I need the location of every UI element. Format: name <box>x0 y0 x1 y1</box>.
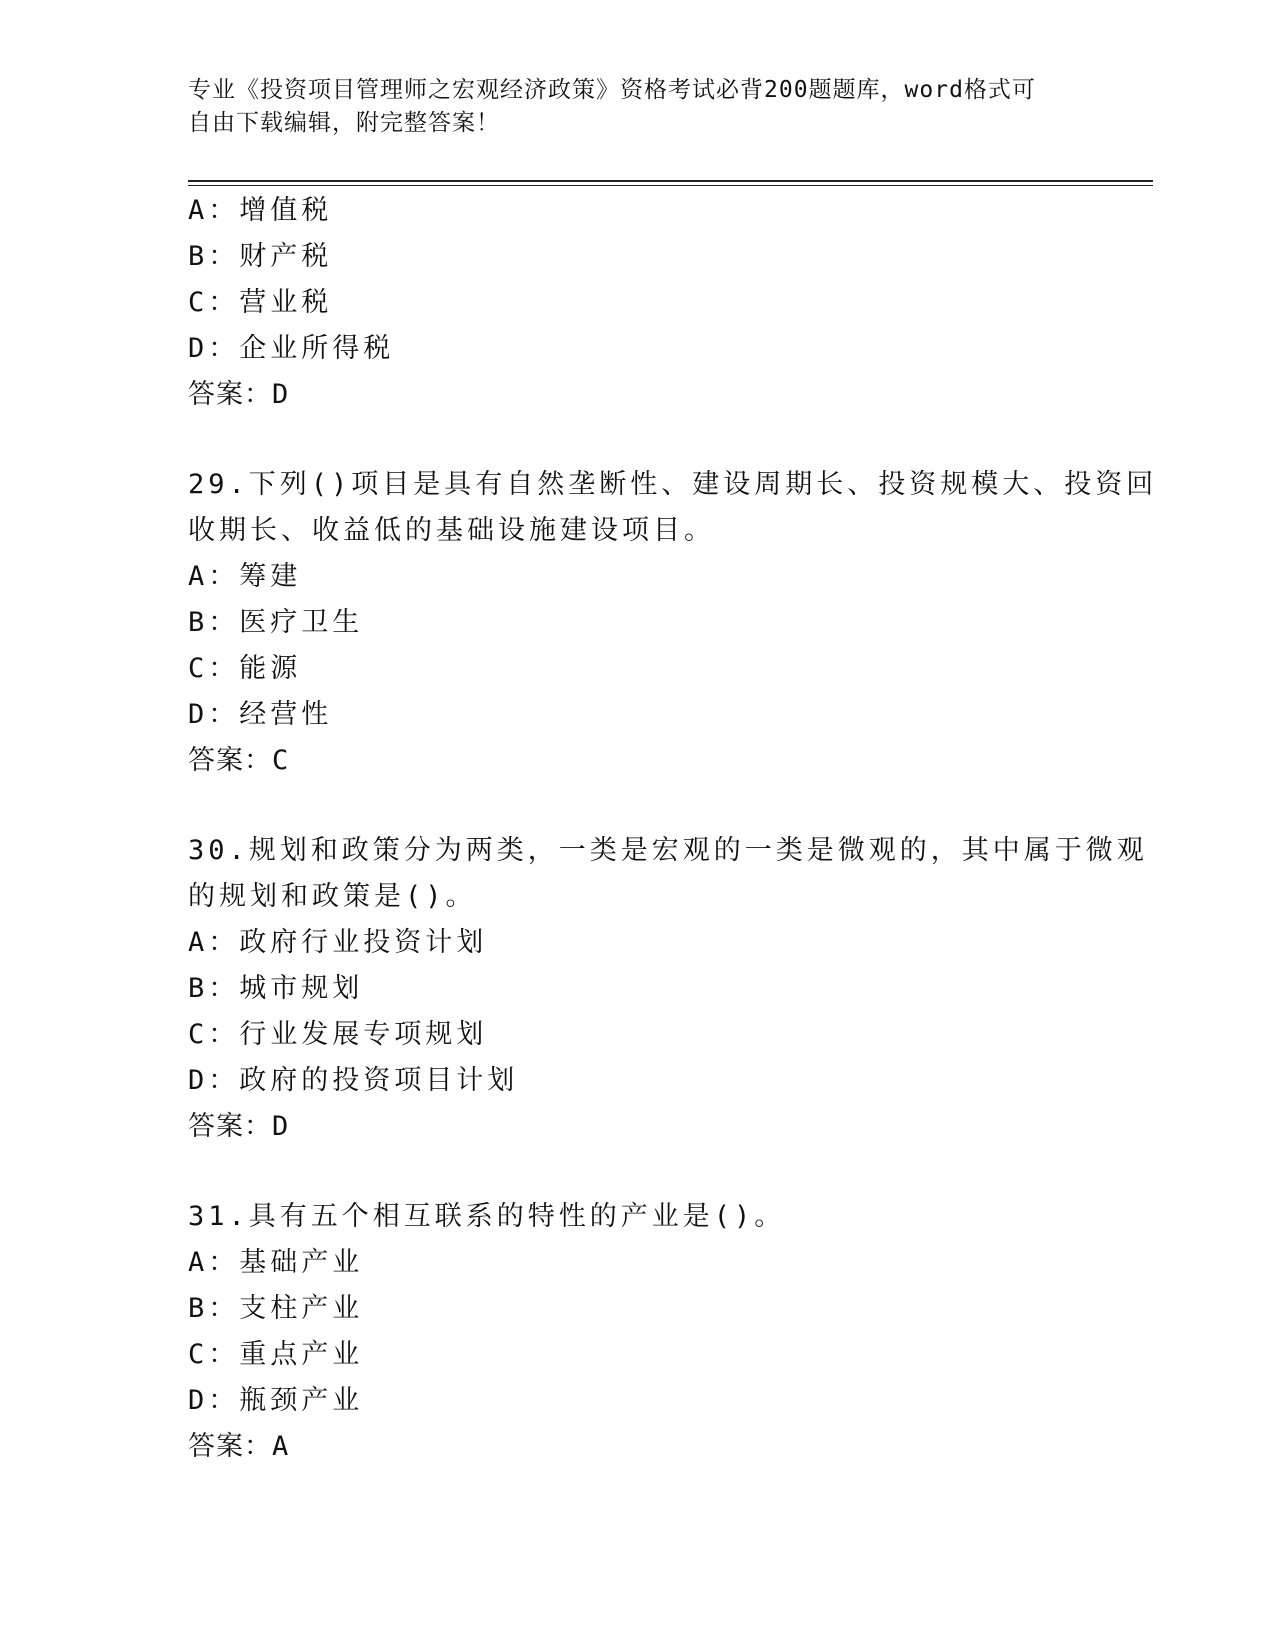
option-a: A：增值税 <box>188 195 333 226</box>
option-d: D：经营性 <box>188 699 333 730</box>
question-stem-line-1: 31.具有五个相互联系的特性的产业是()。 <box>188 1201 786 1232</box>
spacer <box>188 418 1088 462</box>
question-30 <box>188 828 1148 1150</box>
answer-line: 答案：D <box>188 1111 290 1142</box>
question-31 <box>188 1194 1088 1470</box>
option-d: D：政府的投资项目计划 <box>188 1065 519 1096</box>
option-a: A：基础产业 <box>188 1247 364 1278</box>
question-stem-line-2: 收期长、收益低的基础设施建设项目。 <box>188 515 715 546</box>
option-d: D：瓶颈产业 <box>188 1385 364 1416</box>
question-stem-line-1: 30.规划和政策分为两类，一类是宏观的一类是微观的，其中属于微观 <box>188 835 1148 866</box>
option-c: C：重点产业 <box>188 1339 364 1370</box>
header-line-1: 专业《投资项目管理师之宏观经济政策》资格考试必背200题题库，word格式可 <box>188 77 1036 103</box>
option-c: C：行业发展专项规划 <box>188 1019 488 1050</box>
header-line-2: 自由下载编辑，附完整答案！ <box>188 110 500 136</box>
answer-line: 答案：A <box>188 1431 290 1462</box>
spacer <box>188 784 1088 828</box>
option-a: A：政府行业投资计划 <box>188 927 488 958</box>
option-b: B：支柱产业 <box>188 1293 364 1324</box>
spacer <box>188 1150 1088 1194</box>
header-divider-thin <box>188 185 1153 186</box>
answer-line: 答案：C <box>188 745 290 776</box>
question-stem-line-2: 的规划和政策是()。 <box>188 881 477 912</box>
document-header <box>188 74 1088 140</box>
option-a: A：筹建 <box>188 561 302 592</box>
option-d: D：企业所得税 <box>188 333 395 364</box>
header-divider-thick <box>188 180 1153 182</box>
option-c: C：能源 <box>188 653 302 684</box>
question-stem-line-1: 29.下列()项目是具有自然垄断性、建设周期长、投资规模大、投资回 <box>188 469 1158 500</box>
option-b: B：医疗卫生 <box>188 607 364 638</box>
option-c: C：营业税 <box>188 287 333 318</box>
question-list <box>188 188 1158 1470</box>
option-b: B：财产税 <box>188 241 333 272</box>
option-b: B：城市规划 <box>188 973 364 1004</box>
answer-line: 答案：D <box>188 379 290 410</box>
question-28 <box>188 188 1088 418</box>
question-29 <box>188 462 1158 784</box>
